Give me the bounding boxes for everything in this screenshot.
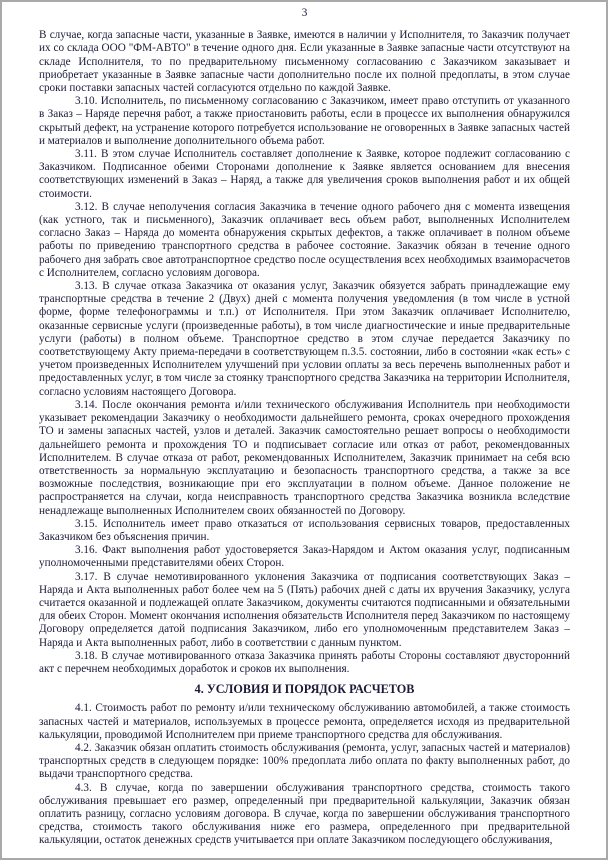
paragraph-3-18: 3.18. В случае мотивированного отказа Заказчика принять работы Стороны составляют двусторонний акт с перечнем необходимых доработок и сроков их выполнения. — [39, 649, 570, 675]
paragraph-4-1: 4.1. Стоимость работ по ремонту и/или техническому обслуживанию автомобилей, а также стоимость запасных частей и материалов, используемых в процессе ремонта, определяется исходя из предварительной калькуляции, проводимой Исполнителем при приеме транспортного средства для обслуживания. — [39, 702, 570, 741]
paragraph-3-17: 3.17. В случае немотивированного уклонения Заказчика от подписания соответствующих Заказ – Наряда и Акта выполненных работ более чем на 5 (Пять) рабочих дней с даты их вручения Заказчику, услуга считается оказанной и подлежащей оплате Заказчиком, документы считаются подписанными и обязательными для обеих Сторон. Момент окончания исполнения обязательств Исполнителя перед Заказчиком по настоящему Договору определяется датой подписания Заказчиком, либо его уполномоченным представителем Заказ – Наряда и Акта выполненных работ, либо в соответствии с данным пунктом. — [39, 570, 570, 649]
paragraph-3-11: 3.11. В этом случае Исполнитель составляет дополнение к Заявке, которое подлежит согласованию с Заказчиком. Подписанное обеими Сторонами дополнение к Заявке является основанием для внесения соответствующих изменений в Заказ – Наряд, а также для увеличения сроков выполнения работ и их общей стоимости. — [39, 148, 570, 200]
page-number: 3 — [301, 7, 308, 19]
paragraph-3-14: 3.14. После окончания ремонта и/или технического обслуживания Исполнитель при необходимости указывает рекомендации Заказчику о необходимости дальнейшего ремонта, сроках очередного прохождения ТО и замены запасных частей, узлов и деталей. Заказчик самостоятельно решает вопросы о необходимости дальнейшего ремонта и прохождения ТО и подписывает согласие или отказ от работ, рекомендованных Исполнителем. В случае отказа от работ, рекомендованных Исполнителем, Заказчик принимает на себя всю ответственность за нормальную эксплуатацию и безопасность транспортного средства, а также за все возможные последствия, возникающие при его эксплуатации в полном объеме. Данное положение не распространяется на случаи, когда неисправность транспортного средства Заказчика возникла вследствие ненадлежаще выполненных Исполнителем своих обязанностей по Договору. — [39, 398, 570, 517]
paragraph-3-10: 3.10. Исполнитель, по письменному согласованию с Заказчиком, имеет право отступить от указанного в Заказ – Наряде перечня работ, а также приостановить работы, если в процессе их выполнения обнаружился скрытый дефект, на устранение которого потребуется использование не оговоренных в Заявке запасных частей и материалов и выполнение дополнительного объема работ. — [39, 95, 570, 147]
paragraph-3-9-continuation: В случае, когда запасные части, указанные в Заявке, имеются в наличии у Исполнителя, то Заказчик получает их со склада ООО "ФМ-АВТО" в течение одного дня. Если указанные в Заявке запасные части отсутствуют на складе Исполнителя, то по предварительному письменному согласованию с Заказчиком заказывает и приобретает указанные в Заявке запасные части дополнительно после их полной предоплаты, в этом случае сроки поставки запасных частей согласуются отдельно по каждой Заявке. — [39, 29, 570, 95]
paragraph-3-12: 3.12. В случае неполучения согласия Заказчика в течение одного рабочего дня с момента извещения (как устного, так и письменного), Заказчик оплачивает весь объем работ, выполненных Исполнителем согласно Заказ – Наряда до момента обнаружения скрытых дефектов, а также оплачивает в полном объеме работы по приведению транспортного средства в рабочее состояние. Заказчик обязан в течение одного рабочего дня забрать свое автотранспортное средство после осуществления всех необходимых взаиморасчетов с Исполнителем, согласно условиям договора. — [39, 200, 570, 279]
paragraph-4-2: 4.2. Заказчик обязан оплатить стоимость обслуживания (ремонта, услуг, запасных частей и материалов) транспортных средств в следующем порядке: 100% предоплата либо оплата по факту выполненных работ, до выдачи транспортного средства. — [39, 741, 570, 781]
paragraph-4-3: 4.3. В случае, когда по завершении обслуживания транспортного средства, стоимость такого обслуживания превышает его размер, определенный при предварительной калькуляции, Заказчик обязан оплатить разницу, согласно условиям договора. В случае, когда по завершении обслуживания транспортного средства, стоимость такого обслуживания ниже его размера, определенного при предварительной калькуляции, остаток денежных средств учитывается при оплате Заказчиком последующего обслуживания, — [39, 781, 570, 847]
paragraph-3-16: 3.16. Факт выполнения работ удостоверяется Заказ-Нарядом и Актом оказания услуг, подписанным уполномоченными представителями обеих Сторон. — [39, 544, 570, 570]
section-heading-4: 4. УСЛОВИЯ И ПОРЯДОК РАСЧЕТОВ — [194, 682, 415, 697]
paragraph-3-15: 3.15. Исполнитель имеет право отказаться от использования сервисных товаров, предоставленных Заказчиком без объяснения причин. — [39, 517, 570, 543]
paragraph-3-13: 3.13. В случае отказа Заказчика от оказания услуг, Заказчик обязуется забрать принадлежащие ему транспортные средства в течение 2 (Двух) дней с момента получения уведомления (в том числе в устной форме, форме телефонограммы и т.п.) от Исполнителя. При этом Заказчик оплачивает Исполнителю, оказанные сервисные услуги (произведенные работы), в том числе диагностические и иные предварительные услуги (работы) в полном объеме. Транспортное средство в этом случае передается Заказчику по соответствующему Акту приема-передачи в соответствующем п.3.5. состоянии, либо в состоянии «как есть» с учетом произведенных Исполнителем улучшений при условии оплаты за весь перечень выполненных работ и предоставленных услуг, в том числе за стоянку транспортного средства Заказчика на территории Исполнителя, согласно условиям настоящего Договора. — [39, 280, 570, 398]
